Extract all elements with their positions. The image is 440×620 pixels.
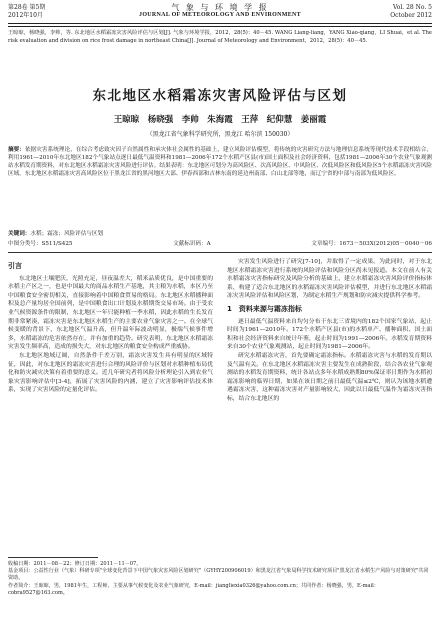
keywords (8, 230, 432, 238)
header-double-rule (8, 23, 432, 27)
abstract-label: 摘要： (8, 147, 25, 153)
author-list: 王晾晾 杨晓强 李帅 朱海霞 王萍 纪仰慧 姜丽霞 (113, 115, 327, 125)
footnote-received: 收稿日期：2011－08－22；修订日期：2011－11－07。 (8, 561, 142, 567)
keywords-text: 水稻；霜冻；风险评估与区划 (30, 231, 104, 237)
issue-en: Vol. 28 No. 5 (392, 4, 432, 11)
document-code: 文献标识码：A (173, 241, 211, 247)
issue-cn: 第28卷 第5期 (8, 4, 46, 11)
footnote (8, 561, 432, 597)
section-divider (8, 252, 432, 253)
date-en: October 2012 (390, 11, 432, 19)
footnote-rule (8, 557, 98, 558)
article-number: 文章编号：1673－503X(2012)05－0040－06 (311, 241, 432, 247)
intro-heading: 引言 (8, 262, 22, 270)
footnote-author: 作者简介：王晾晾，男，1981年生，工程师，主要从事气候变化及农业气象研究，E-mail：jiangliexia0326@yahoo.com.cn；共同作者：杨晓强，男，E-mail：cobra9527@163.com。 (8, 582, 379, 596)
intro-paragraph-1: 东北地区土壤肥沃，光照充足，昼夜温差大，稻米品质优良，是中国重要的水稻主产区之一，也是中国最大的商品水稻生产基地，其主粮为水稻，本区乃至中国粮食安全密切相关，直接影响着中国粮食贸易的格局。东北地区水稻播种面积及总产量均居全国前列，是中国粮食出口计划及水稻期货交易市场。由于受农业气候资源条件的限制，东北地区一年只能种植一季水稻，因此水稻的生长发育期非常紧凑，霜冻灾害是东北地区水稻生产的主要农业气象灾害之一。在全球气候变暖的背景下，东北地区气温升高，但升温年际波动明显，极端气候事件增多，水稻霜冻的危害依然存在，并有加重的趋势。研究表明，东北地区水稻霜冻灾害发生频率高，造成的损失大，对东北地区的粮食安全构成严重威胁。 (8, 275, 213, 351)
header-center (8, 4, 432, 19)
abstract (8, 146, 432, 178)
journal-name-en: JOURNAL OF METEOROLOGY AND ENVIRONMENT (139, 11, 301, 18)
section-1-paragraph-1: 逐日最低气温资料来自均匀分布于东北三省境内的182个国家气象站，起止时间为1961—2010年。172个水稻产区县(市)的水稻单产、播种面积、国土面积和社会经济资料来自统计年鉴，起止时间为1991—2006年。水稻发育期资料来自30个农业气象观测站，起止时间为1981—2006年。 (227, 318, 432, 351)
section-1-paragraph-2: 研究水稻霜冻灾害，首先要确定霜冻指标。水稻霜冻灾害与水稻的发育期以及气温有关。在东北地区水稻霜冻灾害主要发生在成熟阶段，结合各农业气象观测站的水稻发育期资料，统计各站点多年水稻成熟期80%保证率日期作为水稻初霜冻影响的临界日期，如果在该日期之前日最低气温≤2℃，则认为该地水稻遭遇霜冻灾害，这种霜冻灾害对产量影响较大，因此以日最低气温作为霜冻灾害指标，结合东北地区的 (227, 352, 432, 402)
date-cn: 2012年10月 (8, 11, 43, 19)
affiliation: （黑龙江省气象科学研究所，黑龙江 哈尔滨 150030） (146, 131, 294, 138)
keywords-label: 关键词： (8, 231, 31, 237)
header-right (390, 4, 432, 19)
left-column (8, 258, 213, 395)
section-1-heading: 1 资料来源与霜冻指标 (227, 304, 302, 313)
footnote-fund: 基金项目：公益性行业（气象）科研专项"全球变化背景下中国气象灾害风险区划研究"（GYHY200906019）和黑龙江省气象局科学技术研究项目"黑龙江省水稻生产风险与对策研究"共同资助。 (8, 568, 429, 582)
abstract-text: 依据灾害系统理论，在综合考虑致灾因子自然属性和承灾体社会属性的基础上，建立风险评估模型，将传统的灾害研究方法与地理信息系统等现代技术手段相结合，利用1961—2010年东北地区182个气象站点逐日最低气温资料和1981—2006年172个水稻产区县(市)国土面积及社会经济资料，包括1981—2006年30个农业气象观测站水稻发育期资料，对东北地区水稻霜冻灾害风险进行评估。结果表明：东北地区可划分为高风险区、次高风险区、中风险区、次低风险区和低风险区5个水稻霜冻灾害风险区域。东北地区水稻霜冻灾害高风险区位于黑龙江省的黑河地区大部、伊春西部和吉林东南的延边州南部、白山北部等地，而辽宁省的中部与南部为低风险区。 (8, 147, 432, 177)
article-title: 东北地区水稻霜冻灾害风险评估与区划 (92, 88, 348, 104)
citation-block: 王晾晾，杨晓强，李帅，等. 东北地区水稻霜冻灾害风险评估与区划[J]. 气象与环境学报，2012，28(5)：40－45. WANG Liang-liang，YANG Xiao-qiang，LI Shuai，et al. The risk evaluation and division on rice frost damage in northeast China[J]. Journal of Meteorology and Environment，2012，28(5)：40－45. (8, 30, 432, 44)
right-column (227, 258, 432, 404)
right-paragraph-1: 灾害发生风险进行了研究[7-10]，并取得了一定成果。为此同时，对于东北地区水稻霜冻灾害进行系统的风险评估和风险分区尚未见报道。本文在前人有关水稻霜冻灾害指标研究及风险分析的基础上，建立水稻霜冻灾害风险评价指标体系，构建了适合东北地区的水稻霜冻灾害风险评估模型，并进行东北地区水稻霜冻灾害风险评估和风险区划，为制定水稻生产规划和防灾减灾提供科学参考。 (227, 259, 432, 300)
clc-number: 中图分类号：S511/S425 (8, 241, 73, 247)
intro-paragraph-2: 东北地区地域辽阔，自然条件千差万别，霜冻灾害发生具有明显的区域特征，因此，对东北地区的霜冻灾害进行合理的风险评价与区划对水稻种植布局优化和防灾减灾决策有着重要的意义。近几年研究者将风险分析理论引入到农业气象灾害影响评估中[3-4]，拓展了灾害风险的内涵，建立了灾害影响评估技术体系，实现了灾害风险的定量化评估。 (8, 352, 213, 394)
classification-line (8, 240, 432, 248)
journal-name-cn: 气 象 与 环 境 学 报 (171, 3, 269, 12)
